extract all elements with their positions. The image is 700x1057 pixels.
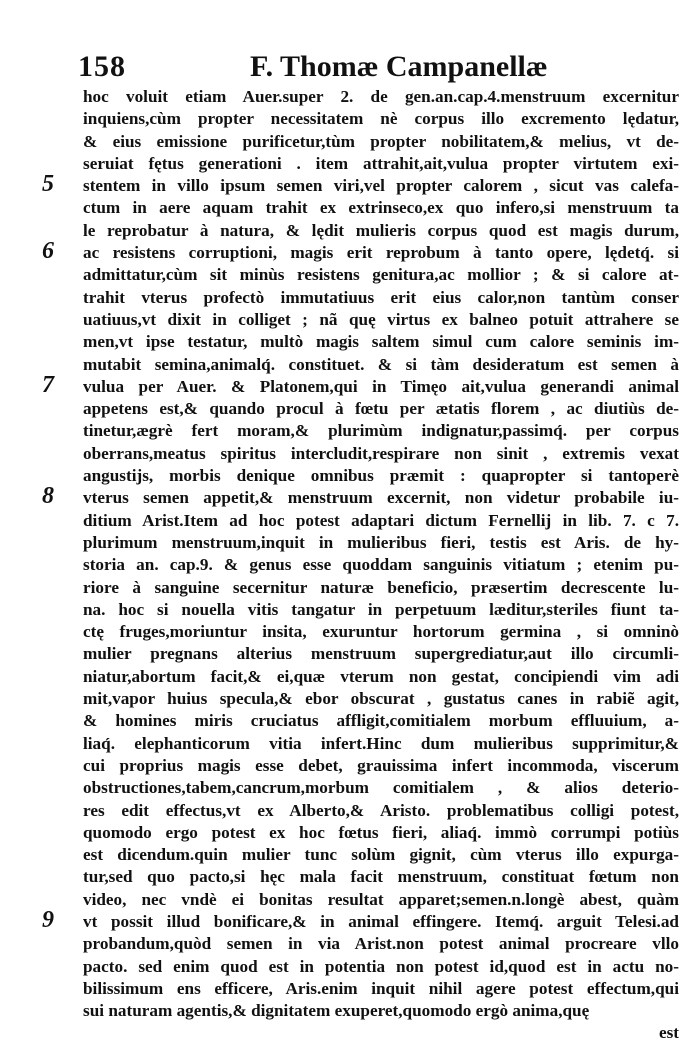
text-line: hoc voluit etiam Auer.super 2. de gen.an.cap.4.menstruum excernitur [83, 87, 679, 106]
text-line: ditium Arist.Item ad hoc potest adaptari dictum Fernellij in lib. 7. c 7. [83, 510, 679, 530]
text-line: & homines miris cruciatus affligit,comitialem morbum effluuium, a- [83, 711, 679, 731]
text-line: probandum,quòd semen in via Arist.non potest animal procreare vllo [83, 934, 679, 954]
text-line: na. hoc si nouella vitis tangatur in perpetuum læditur,steriles fiunt ta- [83, 599, 679, 619]
text-line: cui proprius magis esse debet, grauissima infert incommoda, viscerum [83, 755, 679, 775]
text-line: storia an. cap.9. & genus esse quoddam sanguinis vitiatum ; etenim pu- [83, 555, 679, 575]
body-text [83, 86, 679, 1045]
text-line: stentem in villo ipsum semen viri,vel propter calorem , sicut vas calefa- [83, 176, 679, 196]
margin-line-number: 8 [42, 483, 54, 510]
text-line: quomodo ergo potest ex hoc fœtus fieri, aliaq́. immò corrumpi potiùs [83, 822, 679, 842]
text-line: ctum in aere aquam trahit ex extrinseco,ex quo infero,si menstruum ta [83, 198, 679, 218]
text-line: mutabit semina,animalq́. constituet. & si tàm desideratum est semen à [83, 354, 679, 374]
text-line: appetens est,& quando procul à fœtu per ætatis florem , ac diutiùs de- [83, 399, 679, 419]
text-line: res edit effectus,vt ex Alberto,& Aristo. problematibus colligi potest, [83, 800, 679, 820]
text-line: vulua per Auer. & Platonem,qui in Timęo ait,vulua generandi animal [83, 376, 679, 396]
text-line: ctę fruges,moriuntur insita, exuruntur hortorum germina , si omninò [83, 622, 679, 642]
text-line: est dicendum.quin mulier tunc solùm gignit, cùm vterus illo expurga- [83, 845, 679, 865]
text-line: mit,vapor huius specula,& ebor obscurat , gustatus canes in rabiẽ agit, [83, 689, 679, 709]
text-line: video, nec vndè ei bonitas resultat apparet;semen.n.longè abest, quàm [83, 889, 679, 909]
text-line: uatiuus,vt dixit in colliget ; nã quę virtus ex balneo potuit attrahere se [83, 309, 679, 329]
text-line: riore à sanguine secernitur naturæ beneficio, præsertim decrescente lu- [83, 577, 679, 597]
page-header [78, 50, 678, 86]
text-line: admittatur,cùm sit minùs resistens genitura,ac mollior ; & si calore at- [83, 265, 679, 285]
text-line: vt possit illud bonificare,& in animal effingere. Itemq́. arguit Telesi.ad [83, 911, 679, 931]
text-line: ac resistens corruptioni, magis erit reprobum à tanto opere, lędetq́. si [83, 243, 679, 263]
text-line: tur,sed quo pacto,si hęc mala facit menstruum, constituat fœtum non [83, 867, 679, 887]
text-line: bilissimum ens efficere, Aris.enim inquit nihil agere potest effectum,qui [83, 978, 679, 998]
text-line: sui naturam agentis,& dignitatem exuperet,quomodo ergò anima,quę [83, 1001, 590, 1021]
text-line: le reprobatur à natura, & lędit mulieris corpus quod est magis durum, [83, 220, 679, 240]
text-line: plurimum menstruum,inquit in mulieribus fieri, testis est Aris. de hy- [83, 532, 679, 552]
text-line: men,vt ipse testatur, multò magis saltem simul cum calore seminis im- [83, 332, 679, 352]
text-line: liaq́. elephanticorum vitia infert.Hinc dum mulieribus supprimitur,& [83, 733, 679, 753]
text-line: mulier pregnans alterius menstruum supergrediatur,aut illo circumli- [83, 644, 679, 664]
margin-line-number: 5 [42, 171, 54, 198]
text-line: tinetur,ægrè fert moram,& plurimùm indignatur,passimq́. per corpus [83, 421, 679, 441]
text-line: seruiat fętus generationi . item attrahit,ait,vulua propter virtutem exi- [83, 153, 679, 173]
text-line: trahit vterus profectò immutatiuus erit eius calor,non tantùm conser [83, 287, 679, 307]
text-line: vterus semen appetit,& menstruum excernit, non videtur probabile iu- [83, 488, 679, 508]
catchword: est [658, 1023, 679, 1043]
text-line: obstructiones,tabem,cancrum,morbum comitialem , & alios deterio- [83, 778, 679, 798]
margin-line-number: 9 [42, 907, 54, 934]
text-line: inquiens,cùm propter necessitatem nè corpus illo excremento lędatur, [83, 109, 679, 129]
text-line: & eius emissione purificetur,tùm propter nobilitatem,& melius, vt de- [83, 131, 679, 151]
text-line: niatur,abortum facit,& ei,quæ vterum non gestat, concipiendi vim adi [83, 666, 679, 686]
text-line: pacto. sed enim quod est in potentia non potest id,quod est in actu no- [83, 956, 679, 976]
text-line: angustijs, morbis denique omnibus præmit : quapropter si tantoperè [83, 466, 679, 486]
page-number: 158 [78, 50, 126, 83]
text-line: oberrans,meatus spiritus intercludit,respirare non sinit , extremis vexat [83, 443, 679, 463]
margin-line-number: 6 [42, 238, 54, 265]
running-head: F. Thomæ Campanellæ [250, 50, 548, 83]
margin-line-number: 7 [42, 371, 54, 398]
